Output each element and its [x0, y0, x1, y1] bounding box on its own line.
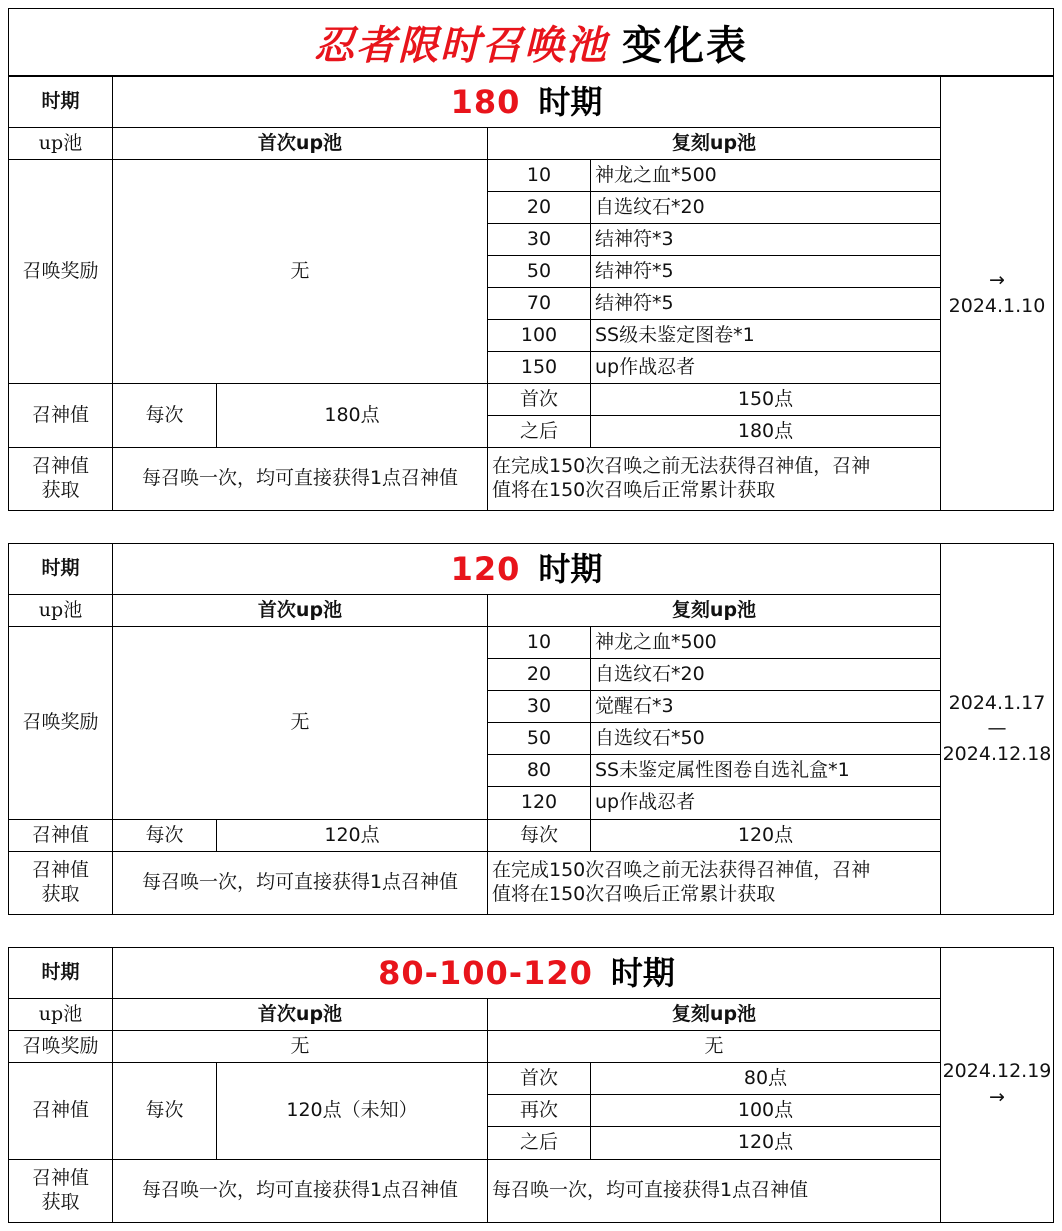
reward-item: up作战忍者 — [590, 351, 941, 384]
reward-item: 自选纹石*20 — [590, 191, 941, 224]
rerun-get-line1: 在完成150次召唤之前无法获得召神值，召神 — [492, 859, 871, 882]
reward-item: SS级未鉴定图卷*1 — [590, 319, 941, 352]
reward-item: 神龙之血*500 — [590, 159, 941, 192]
reward-count: 20 — [487, 191, 591, 224]
period-label: 时期 — [8, 76, 113, 128]
reward-count: 30 — [487, 690, 591, 723]
reward-count: 100 — [487, 319, 591, 352]
period-label: 时期 — [8, 947, 113, 999]
rerun-shen-value: 120点 — [590, 1126, 941, 1160]
period-word: 时期 — [610, 954, 675, 992]
each-label: 每次 — [112, 819, 217, 852]
shen-get-label-line2: 获取 — [41, 1191, 80, 1213]
reward-item: 觉醒石*3 — [590, 690, 941, 723]
rerun-shen-value: 180点 — [590, 415, 941, 448]
shen-get-label-line2: 获取 — [41, 883, 80, 905]
rerun-reward: 无 — [487, 1030, 941, 1063]
summon-reward-label: 召唤奖励 — [8, 159, 113, 384]
rerun-up-header: 复刻up池 — [487, 127, 941, 160]
summon-reward-label: 召唤奖励 — [8, 626, 113, 820]
first-up-header: 首次up池 — [112, 127, 488, 160]
shen-value-label: 召神值 — [8, 1062, 113, 1160]
reward-item: 结神符*5 — [590, 255, 941, 288]
rerun-shen-label: 再次 — [487, 1094, 591, 1127]
rerun-get-line2: 值将在150次召唤后正常累计获取 — [492, 883, 776, 905]
first-up-header: 首次up池 — [112, 594, 488, 627]
title-black-text: 变化表 — [622, 22, 748, 69]
reward-item: 结神符*3 — [590, 223, 941, 256]
first-shen-value: 120点 — [216, 819, 488, 852]
first-reward: 无 — [112, 1030, 488, 1063]
arrow-icon: → — [989, 268, 1005, 291]
rerun-get-line2: 值将在150次召唤后正常累计获取 — [492, 479, 776, 501]
reward-count: 70 — [487, 287, 591, 320]
shen-get-label-line1: 召神值 — [31, 859, 89, 882]
date-cell — [940, 947, 1054, 1223]
reward-count: 20 — [487, 658, 591, 691]
period-number: 120 — [450, 550, 521, 588]
reward-item: 自选纹石*20 — [590, 658, 941, 691]
rerun-shen-get — [487, 447, 941, 511]
first-reward-none: 无 — [112, 626, 488, 820]
rerun-shen-label: 首次 — [487, 383, 591, 416]
reward-item: 结神符*5 — [590, 287, 941, 320]
reward-item: SS未鉴定属性图卷自选礼盒*1 — [590, 754, 941, 787]
rerun-up-header: 复刻up池 — [487, 594, 941, 627]
date-start: 2024.1.17 — [948, 691, 1046, 714]
period-header — [112, 76, 941, 128]
rerun-shen-get: 每召唤一次，均可直接获得1点召神值 — [487, 1159, 941, 1223]
shen-get-label-line2: 获取 — [41, 479, 80, 501]
shen-get-label — [8, 1159, 113, 1223]
shen-value-label: 召神值 — [8, 819, 113, 852]
period-word: 时期 — [538, 83, 603, 121]
shen-get-label-line1: 召神值 — [31, 1167, 89, 1190]
shen-value-label: 召神值 — [8, 383, 113, 448]
up-pool-label: up池 — [8, 998, 113, 1031]
rerun-shen-label: 首次 — [487, 1062, 591, 1095]
first-shen-value: 120点（未知） — [216, 1062, 488, 1160]
rerun-get-line1: 在完成150次召唤之前无法获得召神值，召神 — [492, 455, 871, 478]
reward-count: 30 — [487, 223, 591, 256]
each-label: 每次 — [112, 1062, 217, 1160]
reward-count: 50 — [487, 255, 591, 288]
up-pool-label: up池 — [8, 127, 113, 160]
date-text: 2024.1.10 — [948, 294, 1046, 317]
reward-count: 80 — [487, 754, 591, 787]
shen-get-label — [8, 447, 113, 511]
first-shen-get: 每召唤一次，均可直接获得1点召神值 — [112, 447, 488, 511]
rerun-shen-label: 之后 — [487, 415, 591, 448]
date-end: 2024.12.18 — [942, 742, 1052, 765]
rerun-shen-value: 120点 — [590, 819, 941, 852]
page-title — [8, 8, 1054, 76]
first-shen-get: 每召唤一次，均可直接获得1点召神值 — [112, 1159, 488, 1223]
rerun-shen-value: 100点 — [590, 1094, 941, 1127]
summon-reward-label: 召唤奖励 — [8, 1030, 113, 1063]
rerun-shen-value: 80点 — [590, 1062, 941, 1095]
shen-get-label — [8, 851, 113, 915]
reward-count: 150 — [487, 351, 591, 384]
arrow-icon: → — [989, 1086, 1005, 1108]
period-word: 时期 — [538, 550, 603, 588]
date-text: 2024.12.19 — [942, 1060, 1052, 1083]
first-shen-get: 每召唤一次，均可直接获得1点召神值 — [112, 851, 488, 915]
period-number: 80-100-120 — [378, 954, 593, 992]
date-cell — [940, 543, 1054, 915]
rerun-each-label: 每次 — [487, 819, 591, 852]
period-header — [112, 947, 941, 999]
rerun-shen-value: 150点 — [590, 383, 941, 416]
period-label: 时期 — [8, 543, 113, 595]
reward-count: 120 — [487, 786, 591, 820]
date-cell — [940, 76, 1054, 511]
each-label: 每次 — [112, 383, 217, 448]
shen-get-label-line1: 召神值 — [31, 455, 89, 478]
up-pool-label: up池 — [8, 594, 113, 627]
first-shen-value: 180点 — [216, 383, 488, 448]
rerun-shen-get — [487, 851, 941, 915]
first-reward-none: 无 — [112, 159, 488, 384]
first-up-header: 首次up池 — [112, 998, 488, 1031]
title-red-text: 忍者限时召唤池 — [314, 22, 608, 69]
reward-item: 神龙之血*500 — [590, 626, 941, 659]
reward-count: 50 — [487, 722, 591, 755]
reward-item: up作战忍者 — [590, 786, 941, 820]
period-header — [112, 543, 941, 595]
rerun-up-header: 复刻up池 — [487, 998, 941, 1031]
reward-count: 10 — [487, 159, 591, 192]
rerun-shen-label: 之后 — [487, 1126, 591, 1160]
reward-item: 自选纹石*50 — [590, 722, 941, 755]
period-number: 180 — [450, 83, 521, 121]
reward-count: 10 — [487, 626, 591, 659]
dash: — — [987, 717, 1007, 740]
